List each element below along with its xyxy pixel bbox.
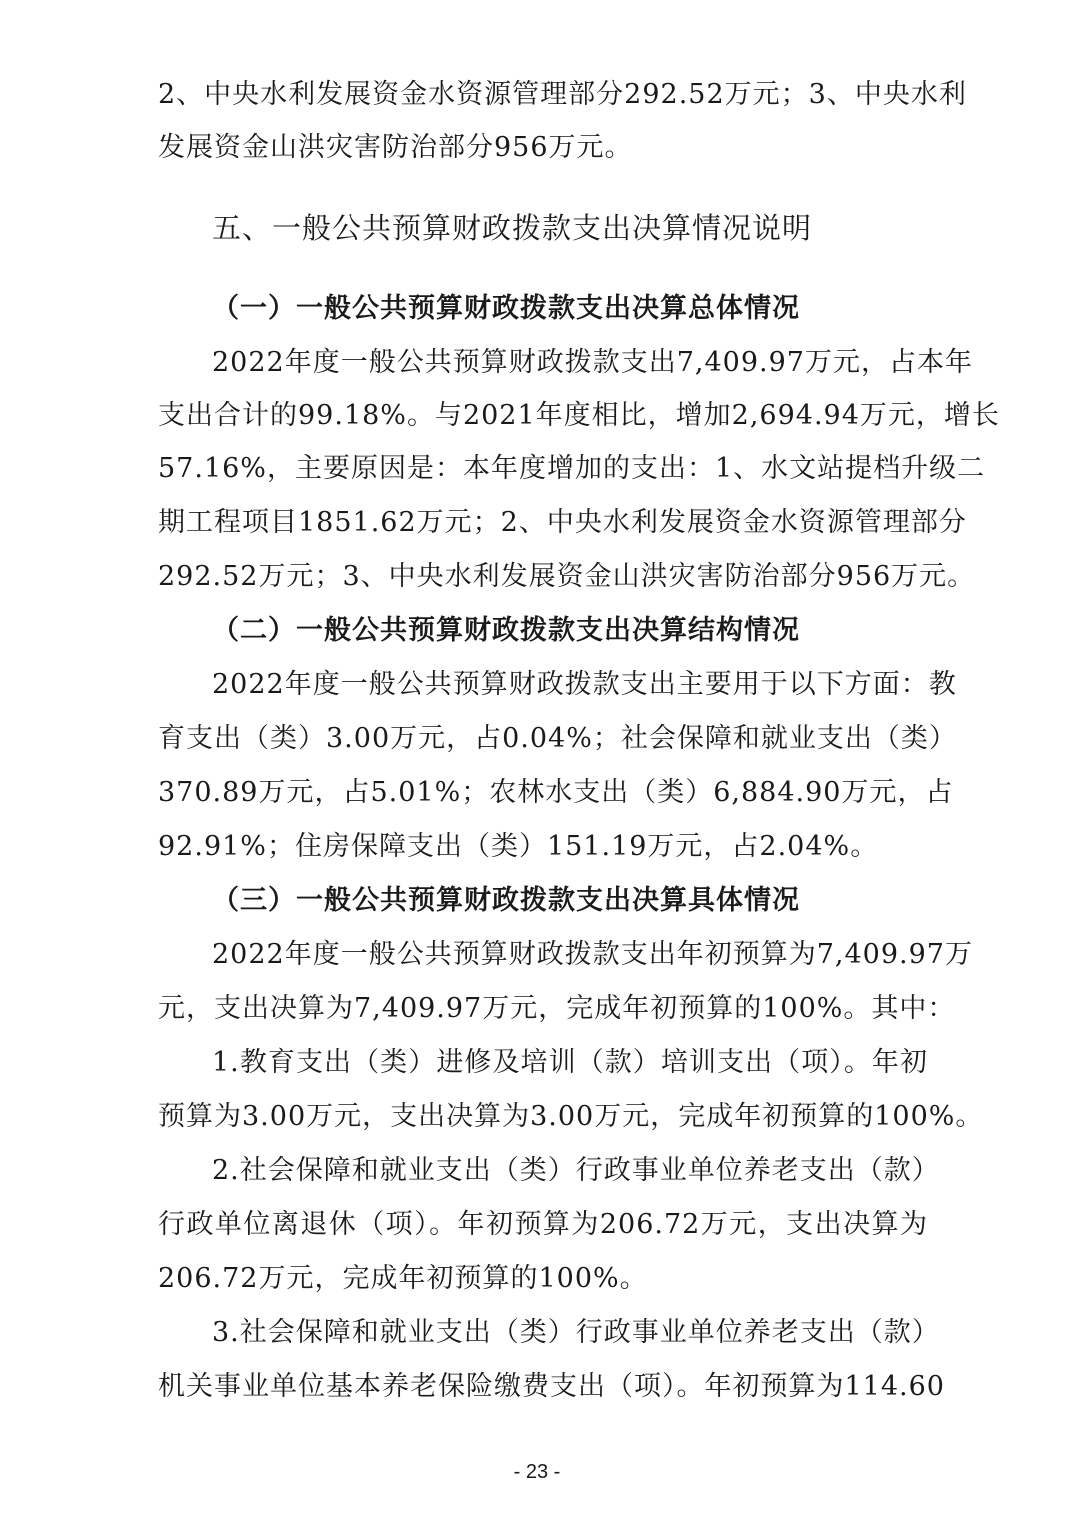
- intro-line-1: 2、中央水利发展资金水资源管理部分292.52万元；3、中央水利: [158, 79, 967, 110]
- sub3-line-2: 元，支出决算为7,409.97万元，完成年初预算的100%。其中：: [158, 993, 956, 1024]
- item2-line-1: 2.社会保障和就业支出（类）行政事业单位养老支出（款）: [212, 1155, 940, 1186]
- section-title: 五、一般公共预算财政拨款支出决算情况说明: [212, 211, 813, 245]
- sub1-line-3: 57.16%，主要原因是：本年度增加的支出：1、水文站提档升级二: [158, 453, 986, 484]
- intro-line-2: 发展资金山洪灾害防治部分956万元。: [158, 132, 633, 163]
- item1-line-2: 预算为3.00万元，支出决算为3.00万元，完成年初预算的100%。: [158, 1101, 984, 1132]
- page-number: - 23 -: [513, 1461, 561, 1483]
- sub2-line-1: 2022年度一般公共预算财政拨款支出主要用于以下方面：教: [212, 669, 957, 700]
- subsection-2-title: （二）一般公共预算财政拨款支出决算结构情况: [212, 615, 800, 646]
- item3-line-2: 机关事业单位基本养老保险缴费支出（项）。年初预算为114.60: [158, 1371, 945, 1402]
- sub1-line-5: 292.52万元；3、中央水利发展资金山洪灾害防治部分956万元。: [158, 561, 976, 592]
- subsection-3-title: （三）一般公共预算财政拨款支出决算具体情况: [212, 885, 800, 916]
- sub1-line-1: 2022年度一般公共预算财政拨款支出7,409.97万元，占本年: [212, 347, 973, 378]
- item2-line-2: 行政单位离退休（项）。年初预算为206.72万元，支出决算为: [158, 1209, 928, 1240]
- sub2-line-2: 育支出（类）3.00万元，占0.04%；社会保障和就业支出（类）: [158, 723, 957, 754]
- subsection-1-title: （一）一般公共预算财政拨款支出决算总体情况: [212, 293, 800, 324]
- sub1-line-4: 期工程项目1851.62万元；2、中央水利发展资金水资源管理部分: [158, 507, 967, 538]
- item3-line-1: 3.社会保障和就业支出（类）行政事业单位养老支出（款）: [212, 1317, 940, 1348]
- sub3-line-1: 2022年度一般公共预算财政拨款支出年初预算为7,409.97万: [212, 939, 973, 970]
- sub1-line-2: 支出合计的99.18%。与2021年度相比，增加2,694.94万元，增长: [158, 400, 1000, 431]
- sub2-line-3: 370.89万元，占5.01%；农林水支出（类）6,884.90万元，占: [158, 777, 954, 808]
- sub2-line-4: 92.91%；住房保障支出（类）151.19万元，占2.04%。: [158, 831, 879, 862]
- item2-line-3: 206.72万元，完成年初预算的100%。: [158, 1263, 648, 1294]
- item1-line-1: 1.教育支出（类）进修及培训（款）培训支出（项）。年初: [212, 1047, 928, 1078]
